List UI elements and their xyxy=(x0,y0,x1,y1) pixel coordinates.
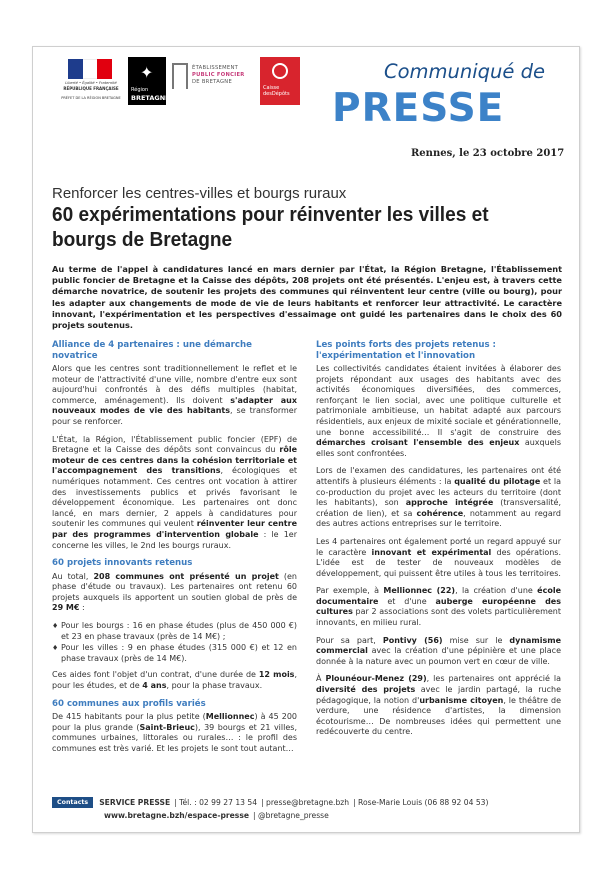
right-column xyxy=(316,340,561,745)
house-icon xyxy=(172,63,188,89)
funding-list xyxy=(52,621,297,664)
section-heading: 60 projets innovants retenus xyxy=(52,558,193,569)
contact-footer xyxy=(52,796,562,822)
bzh-name-label: BRETAGNE xyxy=(131,94,170,102)
paragraph: Les 4 partenaires ont également porté un regard appuyé sur le caractère innovant et expérimental des opérations. L'idée est de tester de nouveaux modèles de développement, qui puissent être utiles à tous les territoires. xyxy=(316,536,562,578)
left-column xyxy=(52,340,297,761)
article-title: 60 expérimentations pour réinventer les villes et bourgs de Bretagne xyxy=(52,203,489,251)
twitter-link[interactable]: | @bretagne_presse xyxy=(253,811,329,820)
paragraph: L'État, la Région, l'Établissement public foncier (EPF) de Bretagne et la Caisse des dépôts sont convaincus du rôle moteur de ces centres dans la cohésion territoriale et l'accompagnement des transitions, écologiques et numériques notamment. Ces centres ont vocation à attirer des investissements publics et privés favorisant le développement économique. Les partenaires ont donc lancé, en mars dernier, 2 appels à candidatures pour soutenir les communes qui veulent réinventer leur centre par des programmes d'intervention globale : le 1er concerne les villes, le 2nd les bourgs ruraux. xyxy=(52,434,297,550)
paragraph: Lors de l'examen des candidatures, les partenaires ont été attentifs à plusieurs éléments : la qualité du pilotage et la co-production du projet avec les acteurs du territoire (dont les habitants), son approche intégrée (transversalité, création de lien), et sa cohérence, notamment au regard des autres actions entreprises sur le territoire. xyxy=(316,466,562,529)
cdc-line1: Caisse xyxy=(263,85,280,91)
header-presse: PRESSE xyxy=(332,86,505,131)
paragraph: Les collectivités candidates étaient invitées à élaborer des projets répondant aux usages des habitants avec des activités économiques diversifiées, des commerces, renforçant le lien social, avec une politique culturelle et patrimoniale ambitieuse, un habitat adapté aux parcours résidentiels, aux enjeux de mixité sociale et générationnelle, une bonne accessibilité… Il s'agit de construire des démarches croisant l'ensemble des enjeux auxquels elles sont confrontées. xyxy=(316,364,561,458)
epf-line3: DE BRETAGNE xyxy=(192,79,233,85)
contact-person: | Rose-Marie Louis (06 88 92 04 53) xyxy=(353,798,489,807)
paragraph: De 415 habitants pour la plus petite (Mellionnec) à 45 200 pour la plus grande (Saint-Brieuc), 39 bourgs et 21 villes, communes urbaines, littorales ou rurales… : le profil des communes est très varié. Et les projets le sont tout autant… xyxy=(52,712,297,753)
header-title: Communiqué de xyxy=(384,60,545,83)
phone-number[interactable]: | Tél. : 02 99 27 13 54 xyxy=(174,798,258,807)
republique-francaise-logo xyxy=(60,57,122,105)
paragraph: À Plounéour-Menez (29), les partenaires ont apprécié la diversité des projets avec le jardin partagé, la ruche pédagogique, la notion d'urbanisme citoyen, le théâtre de verdure, une résidence d'artistes, la dimension écotourisme… De nombreuses idées qui permettent une redécouverte du centre. xyxy=(316,674,561,737)
section-heading: 60 communes aux profils variés xyxy=(52,698,206,709)
contacts-badge: Contacts xyxy=(52,797,93,808)
caisse-des-depots-logo xyxy=(260,57,300,105)
bzh-region-label: Région xyxy=(131,87,149,93)
epf-bretagne-logo xyxy=(172,57,254,105)
email-link[interactable]: | presse@bretagne.bzh xyxy=(261,798,350,807)
article-subtitle: Renforcer les centres-villes et bourgs ruraux xyxy=(52,185,347,202)
paragraph: Par exemple, à Mellionnec (22), la création d'une école documentaire et d'une auberge européenne des cultures par 2 associations sont des volets particulièrement innovants, en milieu rural. xyxy=(316,586,562,628)
french-flag-icon xyxy=(68,59,112,79)
rf-prefet: PRÉFET DE LA RÉGION BRETAGNE xyxy=(61,96,121,100)
epf-line2: PUBLIC FONCIER xyxy=(192,72,245,78)
article-lead: Au terme de l'appel à candidatures lancé en mars dernier par l'État, la Région Bretagne, l'Établissement public foncier de Bretagne et la Caisse des dépôts, 208 projets ont été présentés. L'enjeu est, à travers cette démarche novatrice, de soutenir les projets des communes qui réinventent leur centre (ville ou bourg), pour les adapter aux changements de mode de vie de leurs habitants et renforcer leur attractivité. Le caractère innovant, l'expérimentation et les perspectives d'essaimage ont guidé les partenaires dans le choix des 60 projets soutenus. xyxy=(52,264,562,331)
seal-icon xyxy=(272,63,288,79)
rf-motto: Liberté • Égalité • Fraternité xyxy=(65,81,117,85)
epf-line1: ÉTABLISSEMENT xyxy=(192,65,239,71)
section-heading: Alliance de 4 partenaires : une démarche novatrice xyxy=(52,340,252,361)
partner-logos xyxy=(60,57,300,107)
region-bretagne-logo xyxy=(128,57,170,105)
rf-name: RÉPUBLIQUE FRANÇAISE xyxy=(63,86,119,91)
service-presse-label: SERVICE PRESSE xyxy=(99,798,171,807)
paragraph: Alors que les centres sont traditionnellement le reflet et le moteur de l'attractivité d'une ville, nombre d'entre eux sont aujourd'hui confrontés à des défis multiples (habitat, commerce, aménagement). Ils doivent s'adapter aux nouveaux modes de vie des habitants, se transformer pour se renforcer. xyxy=(52,364,298,426)
section-heading: Les points forts des projets retenus : l'expérimentation et l'innovation xyxy=(316,340,496,361)
list-item: ♦ Pour les villes : 9 en phase études (315 000 €) et 12 en phase travaux (près de 14 M€). xyxy=(52,643,297,664)
paragraph: Ces aides font l'objet d'un contrat, d'une durée de 12 mois, pour les études, et de 4 ans, pour la phase travaux. xyxy=(52,670,297,690)
paragraph: Pour sa part, Pontivy (56) mise sur le dynamisme commercial avec la création d'une pépinière et une place donnée à la nature avec un poumon vert en cœur de ville. xyxy=(316,635,562,666)
ermine-icon: ✦ xyxy=(140,63,154,82)
paragraph: Au total, 208 communes ont présenté un projet (en phase d'étude ou travaux). Les partenaires ont retenu 60 projets auxquels ils apportent un soutien global de près de 29 M€ : xyxy=(52,571,297,613)
website-link[interactable]: www.bretagne.bzh/espace-presse xyxy=(104,811,249,820)
cdc-line2: desDépôts xyxy=(263,91,290,97)
list-item: ♦ Pour les bourgs : 16 en phase études (plus de 450 000 €) et 23 en phase travaux (près de 14 M€) ; xyxy=(52,621,297,642)
release-date: Rennes, le 23 octobre 2017 xyxy=(411,148,565,159)
